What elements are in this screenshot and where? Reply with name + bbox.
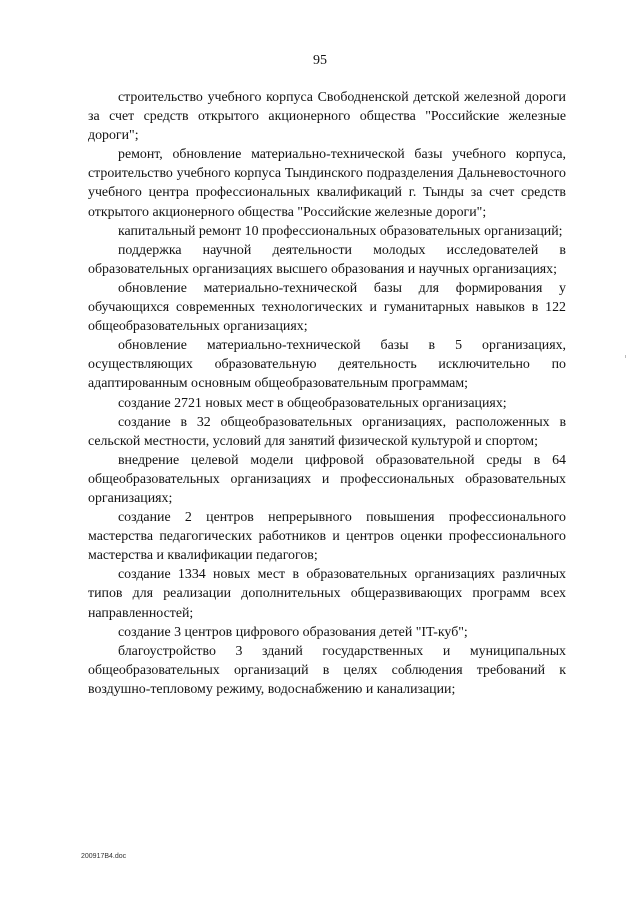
paragraph: создание в 32 общеобразовательных организациях, расположенных в сельской местности, условий для занятий физической культурой и спортом; (88, 414, 566, 449)
footer-file-code: 200917В4.doc (81, 853, 127, 860)
paragraph: обновление материально-технической базы в 5 организациях, осуществляющих образовательную деятельность исключительно по адаптированным основным общеобразовательным программам; (88, 338, 566, 392)
paragraph: создание 1334 новых мест в образовательных организациях различных типов для реализации дополнительных общеразвивающих программ всех направленностей; (88, 567, 566, 621)
paragraph: поддержка научной деятельности молодых исследователей в образовательных организациях высшего образования и научных организациях; (88, 242, 566, 277)
margin-mark (625, 355, 626, 358)
paragraph: строительство учебного корпуса Свободненской детской железной дороги за счет средств открытого акционерного общества "Российские железные дороги"; (88, 90, 566, 144)
page-number: 95 (313, 53, 327, 68)
paragraph: ремонт, обновление материально-технической базы учебного корпуса, строительство учебного корпуса Тындинского подразделения Дальневосточного учебного центра профессиональных квалификаций г. Тынды за счет средств открытого акционерного общества "Российские железные дороги"; (88, 147, 566, 220)
paragraph: обновление материально-технической базы для формирования у обучающихся современных технологических и гуманитарных навыков в 122 общеобразовательных организациях; (88, 280, 566, 335)
paragraph: капитальный ремонт 10 профессиональных образовательных организаций; (118, 223, 563, 239)
paragraph: создание 2 центров непрерывного повышения профессионального мастерства педагогических работников и центров оценки профессионального мастерства и квалификации педагогов; (88, 510, 566, 564)
paragraph: создание 2721 новых мест в общеобразовательных организациях; (118, 395, 507, 411)
paragraph: внедрение целевой модели цифровой образовательной среды в 64 общеобразовательных организациях и профессиональных образовательных организациях; (88, 452, 566, 506)
paragraph: благоустройство 3 зданий государственных и муниципальных общеобразовательных организаций в целях соблюдения требований к воздушно-тепловому режиму, водоснабжению и канализации; (88, 643, 566, 697)
paragraph: создание 3 центров цифрового образования детей "IT-куб"; (118, 624, 468, 640)
document-body (88, 88, 566, 699)
